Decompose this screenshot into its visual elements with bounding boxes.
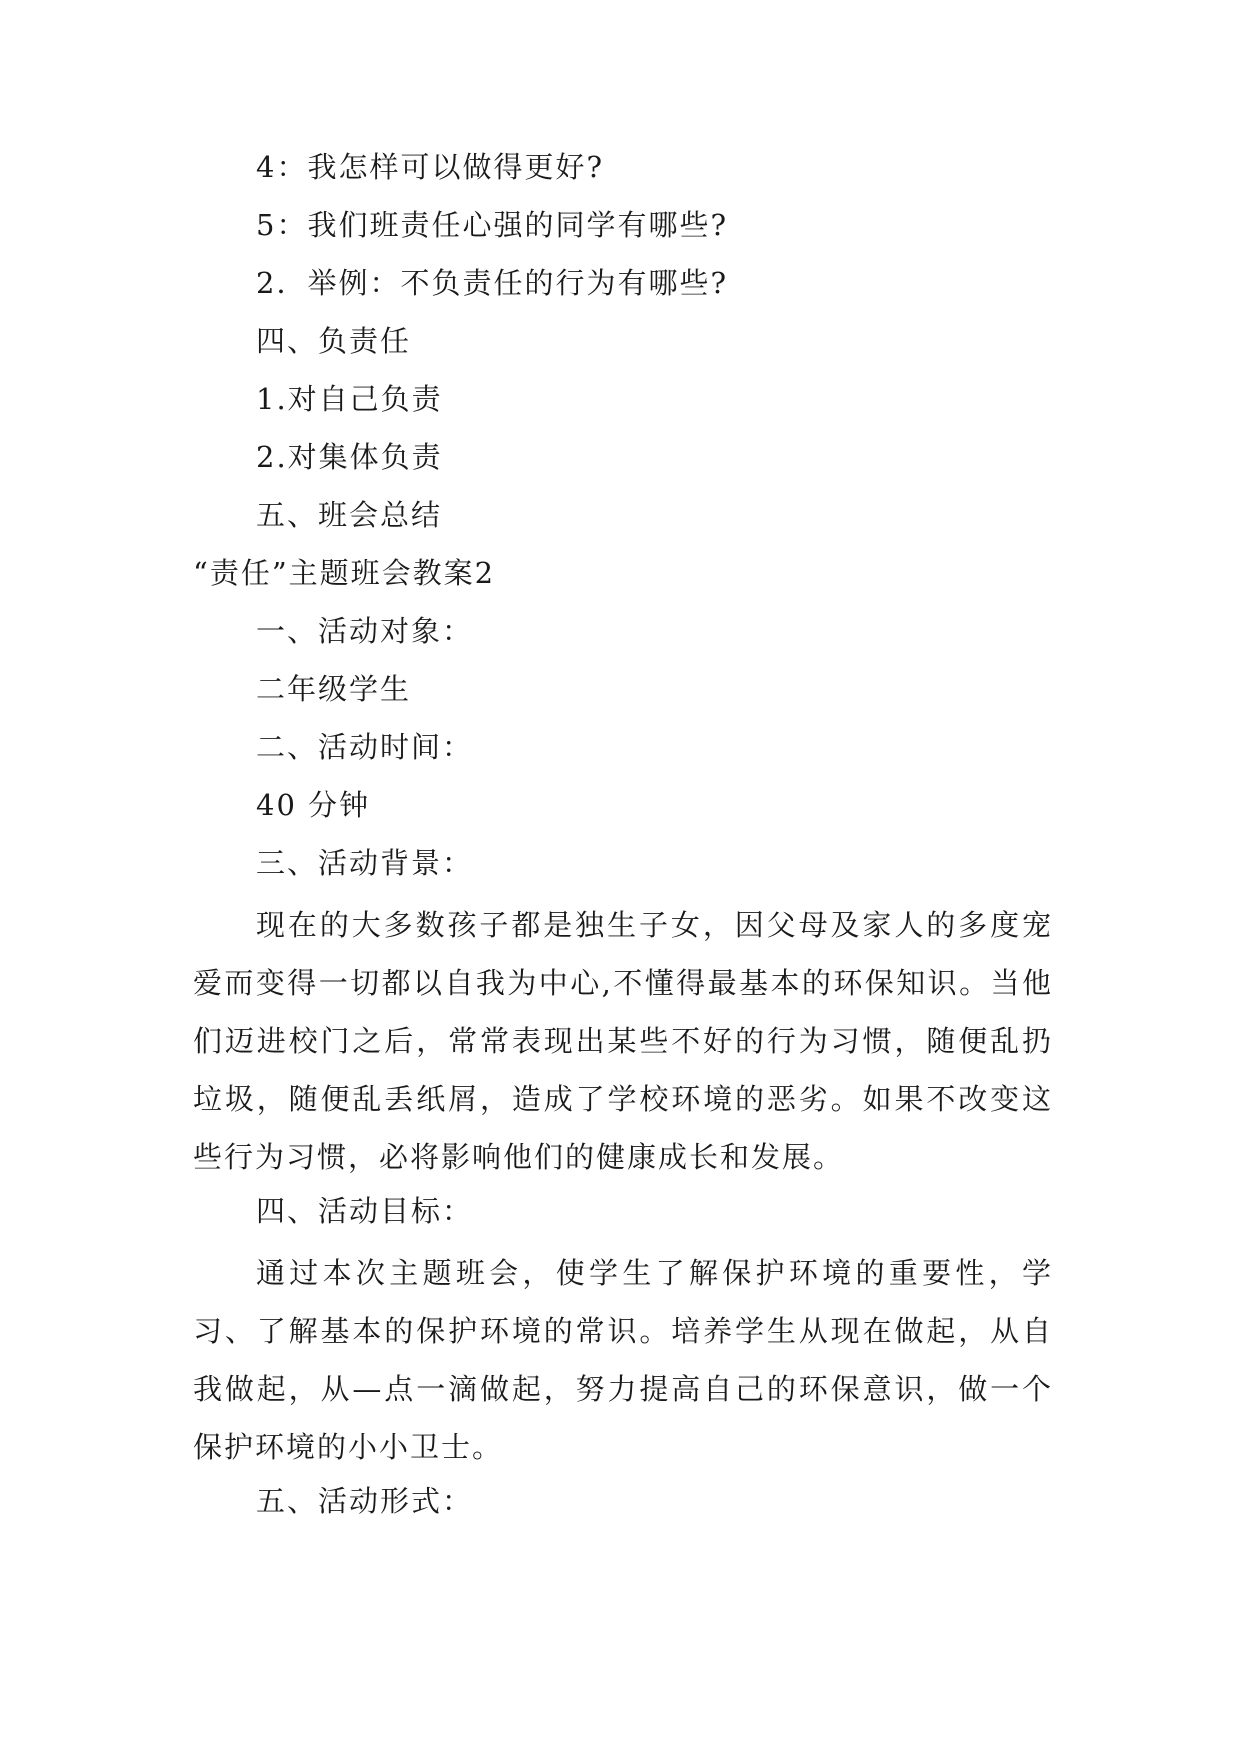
example-line: 2．举例：不负责任的行为有哪些? — [256, 266, 728, 300]
list-item-self: 1.对自己负责 — [256, 382, 443, 416]
lesson-plan-title: “责任”主题班会教案2 — [193, 556, 496, 590]
activity-goal-text: 通过本次主题班会，使学生了解保护环境的重要性，学习、了解基本的保护环境的常识。培养学生从现在做起，从自我做起，从—点一滴做起，努力提高自己的环保意识，做一个保护环境的小小卫士。 — [193, 1256, 1053, 1464]
activity-goal-heading: 四、活动目标： — [256, 1194, 474, 1228]
activity-time-heading: 二、活动时间： — [256, 730, 474, 764]
section-heading-summary: 五、班会总结 — [256, 498, 443, 532]
activity-object-heading: 一、活动对象： — [256, 614, 474, 648]
section-heading-responsibility: 四、负责任 — [256, 324, 412, 358]
activity-form-heading: 五、活动形式： — [256, 1484, 474, 1518]
list-item-collective: 2.对集体负责 — [256, 440, 443, 474]
activity-object-value: 二年级学生 — [256, 672, 412, 706]
activity-background-heading: 三、活动背景： — [256, 846, 474, 880]
question-line-4: 4：我怎样可以做得更好? — [256, 150, 604, 184]
activity-background-text: 现在的大多数孩子都是独生子女，因父母及家人的多度宠爱而变得一切都以自我为中心,不懂得最基本的环保知识。当他们迈进校门之后，常常表现出某些不好的行为习惯，随便乱扔垃圾，随便乱丢纸屑，造成了学校环境的恶劣。如果不改变这些行为习惯，必将影响他们的健康成长和发展。 — [193, 908, 1053, 1174]
question-line-5: 5：我们班责任心强的同学有哪些? — [256, 208, 728, 242]
activity-time-value: 40 分钟 — [256, 788, 371, 822]
